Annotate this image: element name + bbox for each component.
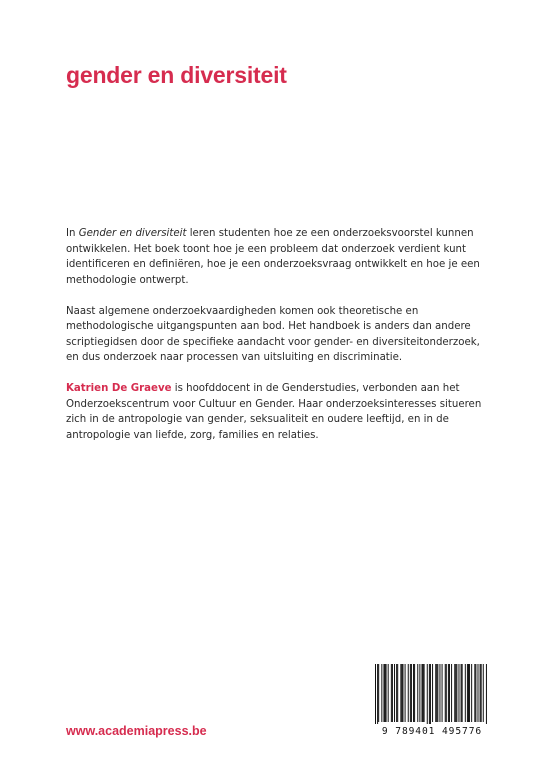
- barcode-bars: [375, 664, 487, 724]
- back-cover-text: [66, 226, 486, 459]
- barcode-bar: [411, 664, 412, 722]
- barcode-bar: [410, 664, 411, 722]
- barcode-bar: [396, 664, 397, 722]
- barcode-bar: [405, 664, 406, 722]
- barcode-bar: [480, 664, 481, 722]
- barcode-bar: [408, 664, 409, 722]
- barcode-bar: [456, 664, 457, 722]
- description-paragraph-2: Naast algemene onderzoekvaardigheden komen ook theoretische en methodologische uitgangspunten aan bod. Het handboek is anders dan andere scriptiegidsen door de specifieke aandacht voor gender- en diversiteitonderzoek, en dus onderzoek naar processen van uitsluiting en discriminatie.: [66, 305, 480, 363]
- barcode-bar: [442, 664, 443, 722]
- barcode-bar: [414, 664, 415, 722]
- barcode-bar: [465, 664, 466, 722]
- barcode-bar: [375, 664, 376, 724]
- barcode-bar: [392, 664, 393, 722]
- barcode-bar: [377, 664, 378, 724]
- description-paragraph-1: [66, 226, 486, 288]
- barcode-bar: [451, 664, 452, 722]
- barcode-bar: [400, 664, 401, 722]
- barcode-bar: [397, 664, 398, 722]
- barcode-bar: [378, 664, 379, 722]
- barcode-bar: [402, 664, 403, 722]
- barcode-bar: [462, 664, 463, 722]
- barcode-bar: [417, 664, 418, 722]
- barcode-bar: [401, 664, 402, 722]
- barcode-bar: [454, 664, 455, 722]
- barcode-bar: [439, 664, 440, 722]
- author-bio-text: is hoofddocent in de Genderstudies, verbonden aan het Onderzoekscentrum voor Cultuur en Gender. Haar onderzoeksinteresses situeren zich in de antropologie van gender, seksualiteit en oudere leeftijd, en in de antropologie van liefde, zorg, families en relaties.: [66, 383, 482, 441]
- barcode-bar: [427, 664, 428, 724]
- publisher-website: www.academiapress.be: [66, 724, 207, 738]
- barcode-bar: [424, 664, 425, 722]
- barcode-bar: [469, 664, 470, 722]
- barcode-bar: [468, 664, 469, 722]
- paragraph-prefix: In: [66, 228, 79, 239]
- barcode-bar: [413, 664, 414, 722]
- author-name: Katrien De Graeve: [66, 383, 172, 394]
- barcode-bar: [471, 664, 472, 722]
- barcode-bar: [386, 664, 387, 722]
- barcode-bar: [437, 664, 438, 722]
- author-bio-paragraph: [66, 381, 486, 443]
- barcode-bar: [423, 664, 424, 722]
- barcode-bar: [474, 664, 475, 722]
- barcode-bar: [381, 664, 382, 722]
- barcode-bar: [448, 664, 449, 722]
- barcode-bar: [445, 664, 446, 722]
- barcode-bar: [446, 664, 447, 722]
- paragraph-text: leren studenten hoe ze een onderzoeksvoorstel kunnen ontwikkelen. Het boek toont hoe je een probleem dat onderzoek verdient kunt identificeren en definiëren, hoe je een onderzoeksvraag ontwikkelt en hoe je een methodologie ontwerpt.: [66, 228, 480, 286]
- barcode-bar: [391, 664, 392, 722]
- barcode-bar: [429, 664, 430, 724]
- barcode-bar: [435, 664, 436, 722]
- isbn-number: 9 789401 495776: [381, 726, 483, 737]
- barcode-bar: [486, 664, 487, 724]
- barcode-bar: [461, 664, 462, 722]
- book-title: gender en diversiteit: [66, 62, 287, 88]
- barcode-bar: [458, 664, 459, 722]
- barcode-bar: [477, 664, 478, 722]
- barcode-bar: [419, 664, 420, 722]
- barcode-bar: [449, 664, 450, 722]
- barcode-bar: [483, 664, 484, 722]
- barcode-bar: [430, 664, 431, 724]
- barcode-bar: [432, 664, 433, 722]
- barcode-bar: [475, 664, 476, 722]
- barcode-bar: [467, 664, 468, 722]
- barcode-bar: [421, 664, 422, 722]
- book-title-italic: Gender en diversiteit: [78, 228, 187, 239]
- barcode-bar: [388, 664, 389, 722]
- barcode-bar: [385, 664, 386, 722]
- barcode-bar: [383, 664, 384, 722]
- barcode-bar: [394, 664, 395, 722]
- barcode-bar: [455, 664, 456, 722]
- barcode-bar: [481, 664, 482, 722]
- barcode-bar: [436, 664, 437, 722]
